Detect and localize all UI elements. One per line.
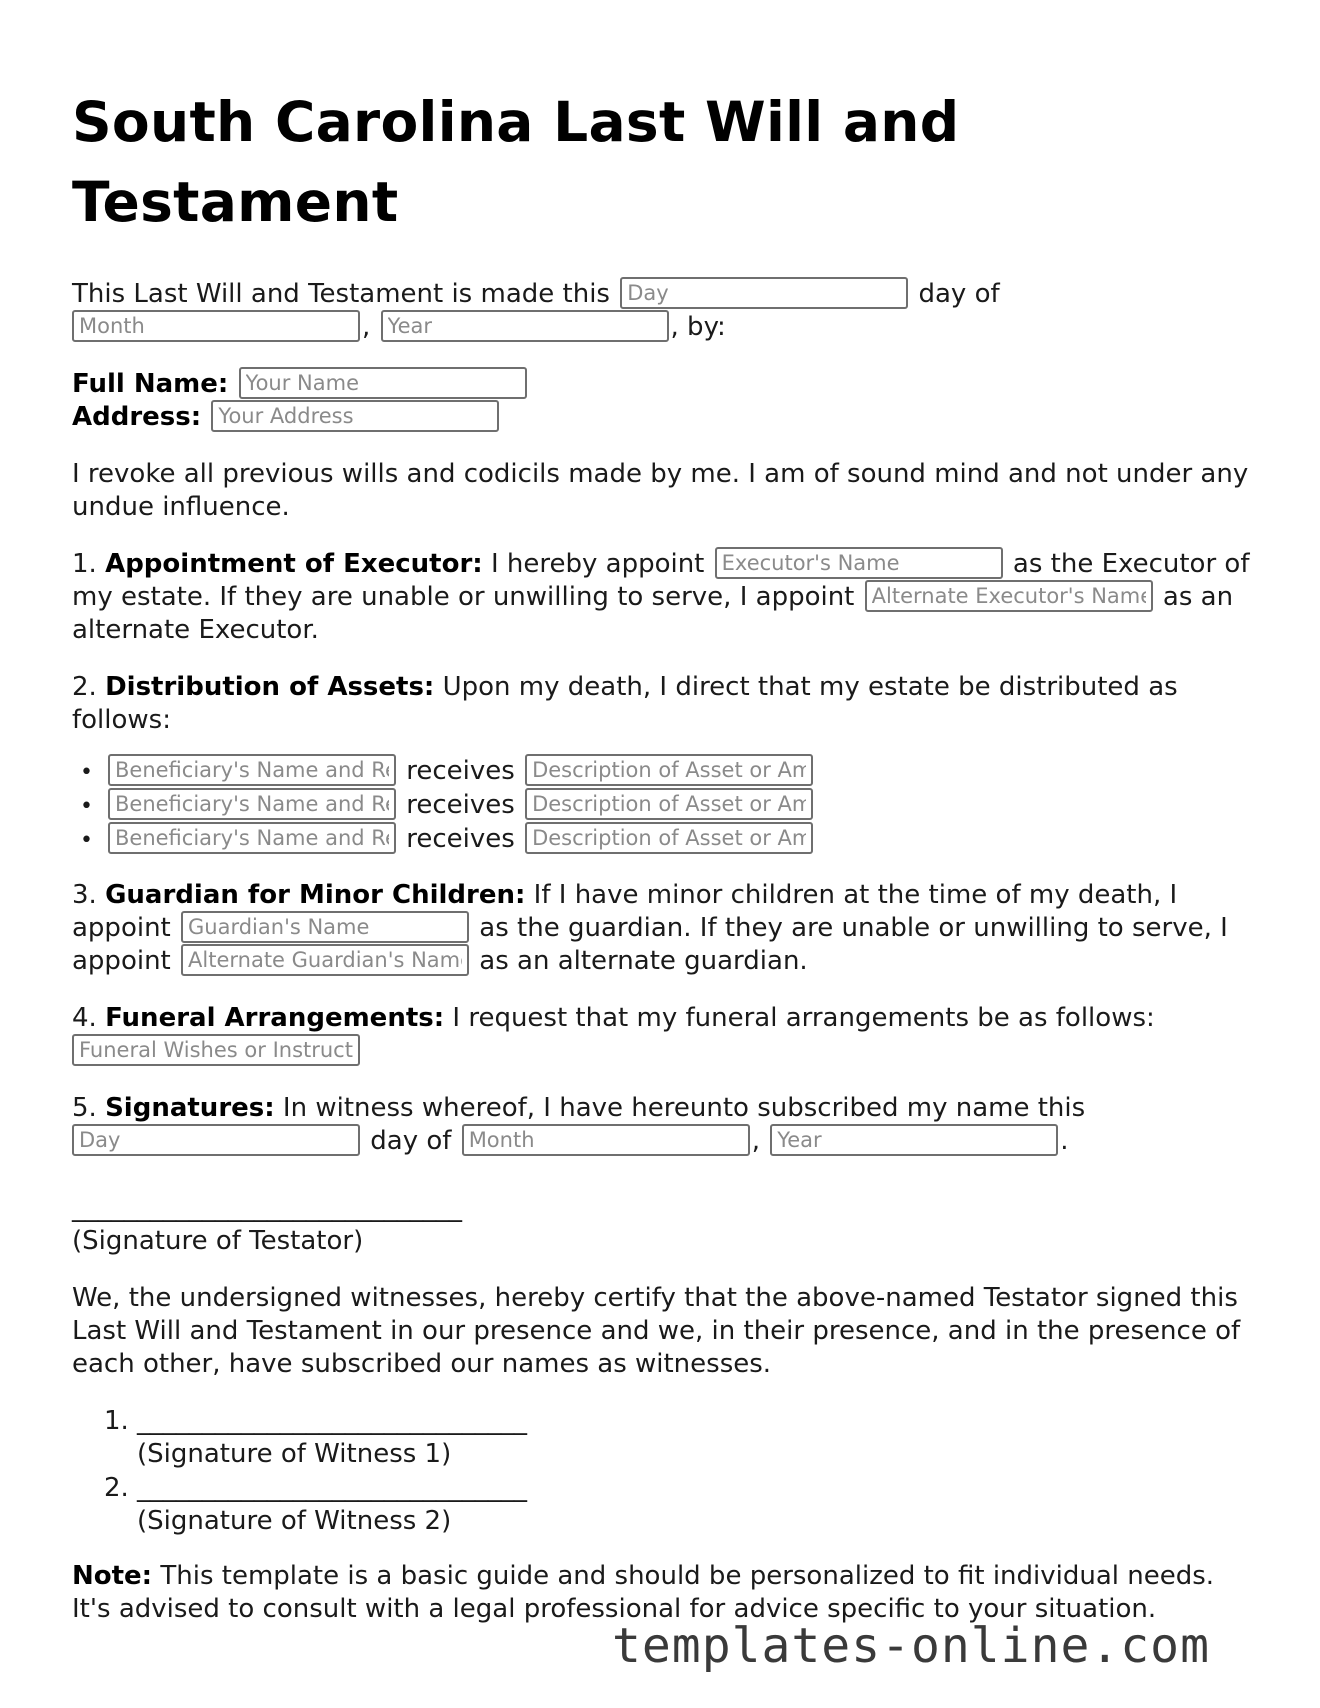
signature-day-input[interactable] (72, 1124, 360, 1156)
receives-label: receives (406, 790, 515, 820)
executor-text-3: as an alternate Executor. (72, 582, 1234, 645)
note-text: This template is a basic guide and should be personalized to fit individual needs. It's advised to consult with a legal professional for advice specific to your situation. (72, 1561, 1215, 1624)
beneficiary-item (80, 823, 1252, 857)
guardian-section (72, 879, 1252, 978)
funeral-text: I request that my funeral arrangements be as follows: (452, 1003, 1155, 1033)
identity-block (72, 368, 1252, 434)
receives-label: receives (406, 824, 515, 854)
guardian-heading: Guardian for Minor Children: (105, 880, 526, 910)
testator-signature-line: ______________________________ (72, 1193, 462, 1223)
guardian-text-3: as an alternate guardian. (479, 946, 808, 976)
intro-comma: , (362, 312, 371, 342)
funeral-heading: Funeral Arrangements: (105, 1003, 445, 1033)
witness-list (72, 1405, 1252, 1538)
distribution-number: 2. (72, 672, 97, 702)
bullet: • (80, 828, 93, 853)
distribution-heading: Distribution of Assets: (105, 672, 435, 702)
signatures-number: 5. (72, 1093, 97, 1123)
alternate-executor-input[interactable] (865, 580, 1153, 612)
signatures-section (72, 1092, 1252, 1158)
witness-statement: We, the undersigned witnesses, hereby certify that the above-named Testator signed this Last Will and Testament in our presence and we, in their presence, and in the presence of each other, have subscribed our names as witnesses. (72, 1283, 1241, 1379)
guardian-number: 3. (72, 880, 97, 910)
beneficiary-item (80, 755, 1252, 789)
signatures-text: In witness whereof, I have hereunto subscribed my name this (282, 1093, 1086, 1123)
beneficiary-name-input[interactable] (108, 788, 396, 820)
full-name-input[interactable] (239, 367, 527, 399)
full-name-label: Full Name: (72, 369, 229, 399)
testator-signature-caption: (Signature of Testator) (72, 1226, 364, 1256)
executor-number: 1. (72, 549, 97, 579)
funeral-wishes-input[interactable] (72, 1034, 360, 1066)
guardian-name-input[interactable] (181, 911, 469, 943)
watermark-text: templates-online.com (612, 1618, 1210, 1674)
asset-description-input[interactable] (525, 754, 813, 786)
beneficiary-name-input[interactable] (108, 754, 396, 786)
executor-name-input[interactable] (715, 547, 1003, 579)
beneficiary-item (80, 789, 1252, 823)
signature-period: . (1060, 1126, 1069, 1156)
beneficiary-name-input[interactable] (108, 822, 396, 854)
bullet: • (80, 760, 93, 785)
executor-section (72, 548, 1252, 647)
guardian-text-1: If I have minor children at the time of my death, I appoint (72, 880, 1178, 943)
witness-number: 2. (104, 1473, 129, 1503)
witness-number: 1. (104, 1406, 129, 1436)
intro-year-input[interactable] (381, 310, 669, 342)
witness-signature-caption: (Signature of Witness 1) (137, 1439, 452, 1469)
witness-signature-line: ______________________________ (137, 1473, 527, 1503)
witness-item (104, 1405, 1252, 1471)
address-label: Address: (72, 402, 202, 432)
distribution-text: Upon my death, I direct that my estate be distributed as follows: (72, 672, 1178, 735)
signatures-heading: Signatures: (105, 1093, 275, 1123)
signature-year-input[interactable] (770, 1124, 1058, 1156)
signature-comma: , (751, 1126, 760, 1156)
receives-label: receives (406, 756, 515, 786)
distribution-section (72, 671, 1252, 737)
witness-signature-caption: (Signature of Witness 2) (137, 1506, 452, 1536)
alternate-guardian-input[interactable] (181, 944, 469, 976)
intro-day-of-text: day of (918, 279, 1000, 309)
address-input[interactable] (211, 400, 499, 432)
intro-month-input[interactable] (72, 310, 360, 342)
note-label: Note: (72, 1561, 153, 1591)
guardian-text-2: as the guardian. If they are unable or unwilling to serve, I appoint (72, 913, 1228, 976)
document-title: South Carolina Last Will and Testament (72, 90, 960, 234)
executor-text-2: as the Executor of my estate. If they are unable or unwilling to serve, I appoint (72, 549, 1250, 612)
intro-day-input[interactable] (620, 277, 908, 309)
asset-description-input[interactable] (525, 788, 813, 820)
will-document (72, 82, 1252, 1650)
executor-heading: Appointment of Executor: (105, 549, 483, 579)
intro-paragraph (72, 278, 1252, 344)
signature-month-input[interactable] (462, 1124, 750, 1156)
funeral-section (72, 1002, 1252, 1068)
asset-description-input[interactable] (525, 822, 813, 854)
witness-signature-line: ______________________________ (137, 1406, 527, 1436)
intro-text: This Last Will and Testament is made this (72, 279, 610, 309)
revocation-paragraph: I revoke all previous wills and codicils made by me. I am of sound mind and not under any undue influence. (72, 459, 1249, 522)
testator-signature-block (72, 1192, 1252, 1258)
intro-by-text: , by: (670, 312, 726, 342)
bullet: • (80, 794, 93, 819)
funeral-number: 4. (72, 1003, 97, 1033)
signature-day-of-text: day of (370, 1126, 452, 1156)
beneficiary-list (72, 755, 1252, 857)
witness-item (104, 1472, 1252, 1538)
executor-text-1: I hereby appoint (490, 549, 705, 579)
